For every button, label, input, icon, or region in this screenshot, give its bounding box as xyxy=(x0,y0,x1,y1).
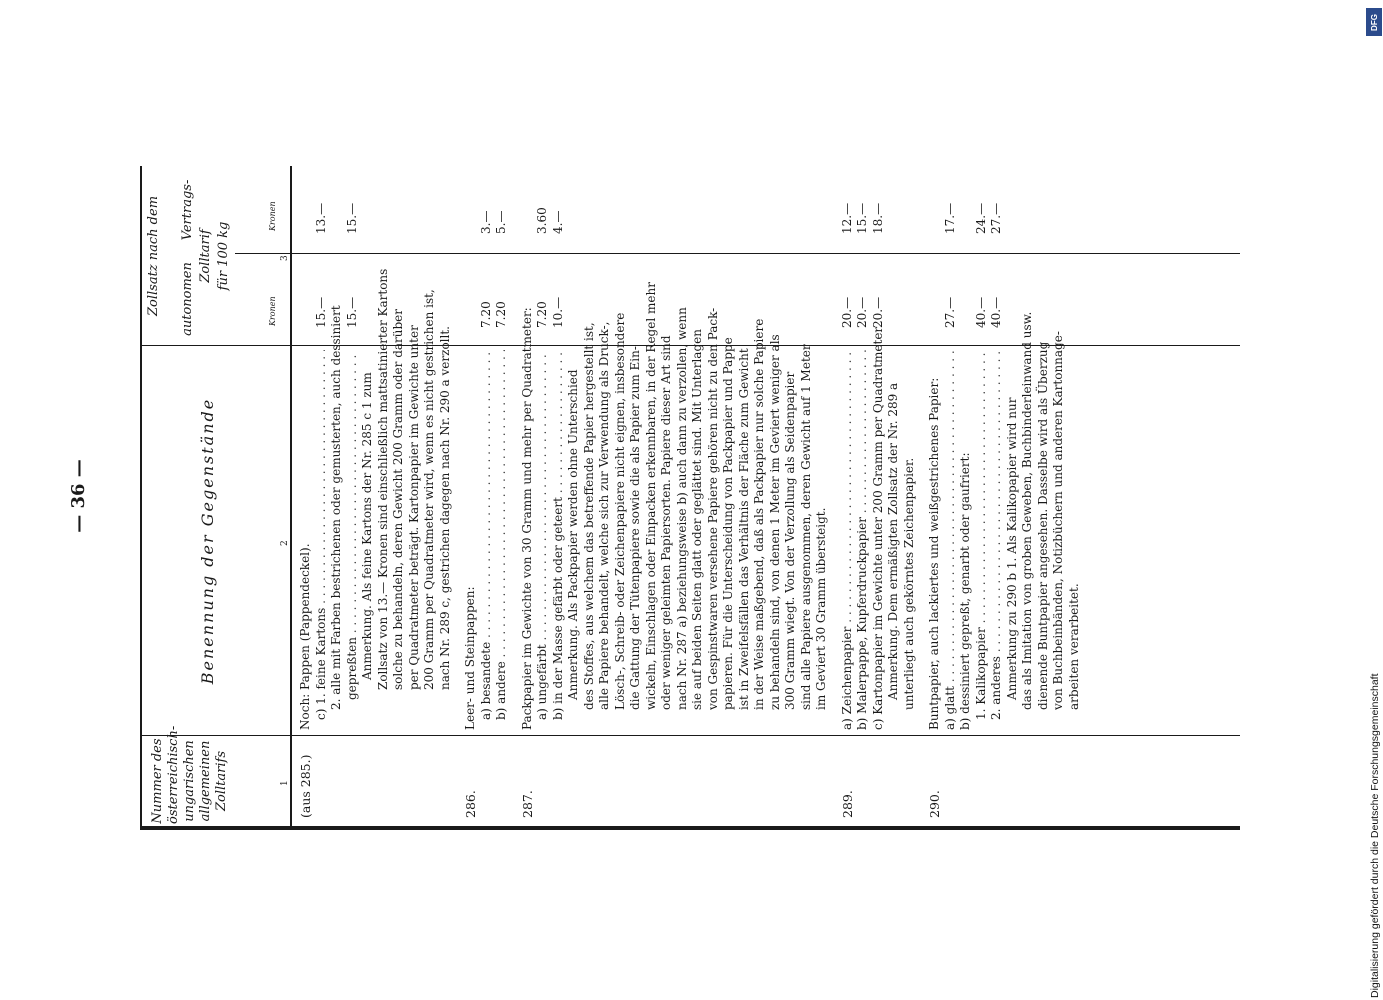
kronen-label-vertrag: Kronen xyxy=(268,201,277,231)
description-line: Anmerkung. Als feine Kartons der Nr. 285 c 1 zum xyxy=(360,372,374,680)
document-page xyxy=(68,166,1240,830)
description-line: ist in Zweifelsfällen das Verhältnis der Fläche zum Gewicht xyxy=(736,348,751,710)
rotated-page xyxy=(68,170,1240,830)
description-line: alle Papiere behandelt, welche sich zur Verwendung als Druck-, xyxy=(597,321,611,710)
treaty-rate: 18.— xyxy=(870,202,885,234)
column-divider-3 xyxy=(235,253,1240,254)
description-line: a) ungefärbt . . . xyxy=(535,350,550,720)
description-line: im Geviert 30 Gramm übersteigt. xyxy=(814,507,828,710)
treaty-rate: 3.60 xyxy=(535,207,549,234)
description-line: nach Nr. 287 a) beziehungsweise b) auch dann zu verzollen, wenn xyxy=(674,307,689,710)
autonomous-rate: 20.— xyxy=(870,296,885,328)
autonomous-rate: 20.— xyxy=(839,296,854,328)
column-number-1: 1 xyxy=(280,780,290,786)
description-line: zu behandeln sind, von denen 1 Meter im Geviert weniger als xyxy=(767,334,782,710)
treaty-rate: 13.— xyxy=(313,202,328,234)
tariff-number: 286. xyxy=(463,790,478,818)
description-line: von Buchbeinbänden, Notizbüchern und anderen Kartonnage- xyxy=(1051,331,1065,710)
description-line: Zollsatz von 13.— Kronen sind einschließlich mattsatinierter Kartons xyxy=(375,268,390,690)
description-line: b) Malerpappe, Kupferdruckpapier . . . xyxy=(855,350,870,730)
autonomous-rate: 7.20 xyxy=(494,301,508,328)
description-line: a) besandete . . . xyxy=(479,350,494,720)
header-col1: Nummer des österreichisch-ungarischen allgemeinen Zolltarifs xyxy=(150,725,229,824)
treaty-rate: 3.— xyxy=(478,210,493,234)
header-col3-vertrag: Vertrags- xyxy=(180,179,195,241)
treaty-rate: 5.— xyxy=(494,210,508,234)
autonomous-rate: 7.20 xyxy=(478,301,493,328)
description-line: oder weniger geleimten Papiersorten. Papiere dieser Art sind xyxy=(659,335,673,710)
header-col3-unit: für 100 kg xyxy=(216,221,231,291)
autonomous-rate: 40.— xyxy=(973,296,988,328)
description-line: Anmerkung. Als Packpapier werden ohne Unterschied xyxy=(566,369,580,700)
description-line: unterliegt auch gekörntes Zeichenpapier. xyxy=(901,457,916,710)
autonomous-rate: 10.— xyxy=(550,296,565,328)
header-col2: Benennung der Gegenstände xyxy=(198,397,217,685)
description-line: die Gattung der Tütenpapiere sowie die als Papier zum Ein- xyxy=(628,346,642,710)
description-line: 200 Gramm per Quadratmeter wird, wenn es nicht gestrichen ist, xyxy=(422,289,436,690)
autonomous-rate: 15.— xyxy=(313,296,328,328)
treaty-rate: 15.— xyxy=(344,202,359,234)
description-line: das als Imitation von groben Geweben, Buchbinderleinwand usw. xyxy=(1020,311,1034,710)
description-line: b) dessiniert gepreßt, genarbt oder gaufriert: xyxy=(958,452,972,730)
column-number-2: 2 xyxy=(280,540,290,546)
header-col3-tarif: Zolltarif xyxy=(198,229,213,283)
autonomous-rate: 7.20 xyxy=(535,301,549,328)
kronen-label-autonom: Kronen xyxy=(268,296,277,326)
treaty-rate: 24.— xyxy=(973,202,988,234)
digitization-note: Digitalisierung gefördert durch die Deutsche Forschungsgemeinschaft xyxy=(1369,673,1381,998)
description-line: 1. Kalikopapier . . . xyxy=(974,350,989,720)
description-line: sie auf beiden Seiten glatt oder geglättet sind. Mit Unterlagen xyxy=(690,329,704,710)
tariff-number: 289. xyxy=(839,790,855,818)
header-rule xyxy=(290,166,292,826)
description-line: nach Nr. 289 c, gestrichen dagegen nach Nr. 290 a verzollt. xyxy=(437,326,452,690)
description-line: 2. alle mit Farben bestrichenen oder gemusterten, auch dessiniert xyxy=(329,305,343,710)
autonomous-rate: 20.— xyxy=(855,296,869,328)
treaty-rate: 4.— xyxy=(550,210,565,234)
top-rule xyxy=(140,166,142,826)
tariff-number: (aus 285.) xyxy=(298,754,313,818)
header-col3-title: Zollsatz nach dem xyxy=(146,195,161,317)
header-col3-autonom: autonomen xyxy=(180,262,195,336)
description-line: b) in der Masse gefärbt oder geteert . . . xyxy=(551,350,566,720)
description-line: b) andere . . . xyxy=(494,350,509,720)
treaty-rate: 27.— xyxy=(989,202,1003,234)
description-line: c) 1. feine Kartons . . . xyxy=(314,350,329,720)
description-line: sind alle Papiere ausgenommen, deren Gewicht auf 1 Meter xyxy=(798,344,813,710)
description-line: a) glatt . . . xyxy=(943,350,958,730)
description-line: des Stoffes, aus welchem das betreffende Papier hergestellt ist, xyxy=(581,322,596,710)
treaty-rate: 12.— xyxy=(839,202,854,234)
column-number-3: 3 xyxy=(280,255,290,261)
description-line: a) Zeichenpapier . . . xyxy=(840,350,855,730)
description-line: wickeln, Einschlagen oder Einpacken erkennbaren, in der Regel mehr xyxy=(643,282,658,710)
description-line: Anmerkung. Dem ermäßigten Zollsatz der Nr. 289 a xyxy=(886,382,900,700)
column-divider-1 xyxy=(140,735,1240,736)
description-line: Packpapier im Gewichte von 30 Gramm und mehr per Quadratmeter: xyxy=(519,307,534,730)
description-line: c) Kartonpapier im Gewichte unter 200 Gramm per Quadratmeter xyxy=(870,326,885,730)
description-line: papieren. Für die Unterscheidung von Packpapier und Pappe xyxy=(721,337,735,710)
description-line: Lösch-, Schreib- oder Zeichenpapiere nicht eignen, insbesondere xyxy=(612,312,627,710)
description-line: Buntpapier, auch lackiertes und weißgestrichenes Papier: xyxy=(927,377,941,730)
page-number: — 36 — xyxy=(68,459,89,533)
treaty-rate: 17.— xyxy=(942,202,957,234)
description-line: dienende Buntpapier angesehen. Dasselbe wird als Überzug xyxy=(1035,341,1050,710)
treaty-rate: 15.— xyxy=(855,202,869,234)
tariff-number: 290. xyxy=(927,790,942,818)
autonomous-rate: 27.— xyxy=(942,296,957,328)
description-line: solche zu behandeln, deren Gewicht 200 Gramm oder darüber xyxy=(391,308,405,690)
description-line: per Quadratmeter beträgt. Kartonpapier im Gewichte unter xyxy=(406,325,421,690)
description-line: gepreßten . . . xyxy=(345,350,360,700)
description-line: Noch: Pappen (Pappendeckel). xyxy=(298,543,312,730)
description-line: 2. anderes . . . xyxy=(989,350,1004,720)
dfg-logo: DFG xyxy=(1366,8,1382,36)
description-line: Anmerkung zu 290 b 1. Als Kalikopapier wird nur xyxy=(1004,397,1019,700)
description-line: arbeiten verarbeitet. xyxy=(1066,583,1081,710)
autonomous-rate: 40.— xyxy=(989,296,1003,328)
description-line: in der Weise maßgebend, daß als Packpapier nur solche Papiere xyxy=(752,318,766,710)
autonomous-rate: 15.— xyxy=(344,296,359,328)
description-line: von Gespinstwaren versehene Papiere gehören nicht zu den Pack- xyxy=(705,307,720,710)
description-line: Leer- und Steinpappen: xyxy=(463,586,477,730)
tariff-number: 287. xyxy=(519,790,535,818)
description-line: 300 Gramm wiegt. Von der Verzollung als Seidenpapier xyxy=(783,371,797,710)
